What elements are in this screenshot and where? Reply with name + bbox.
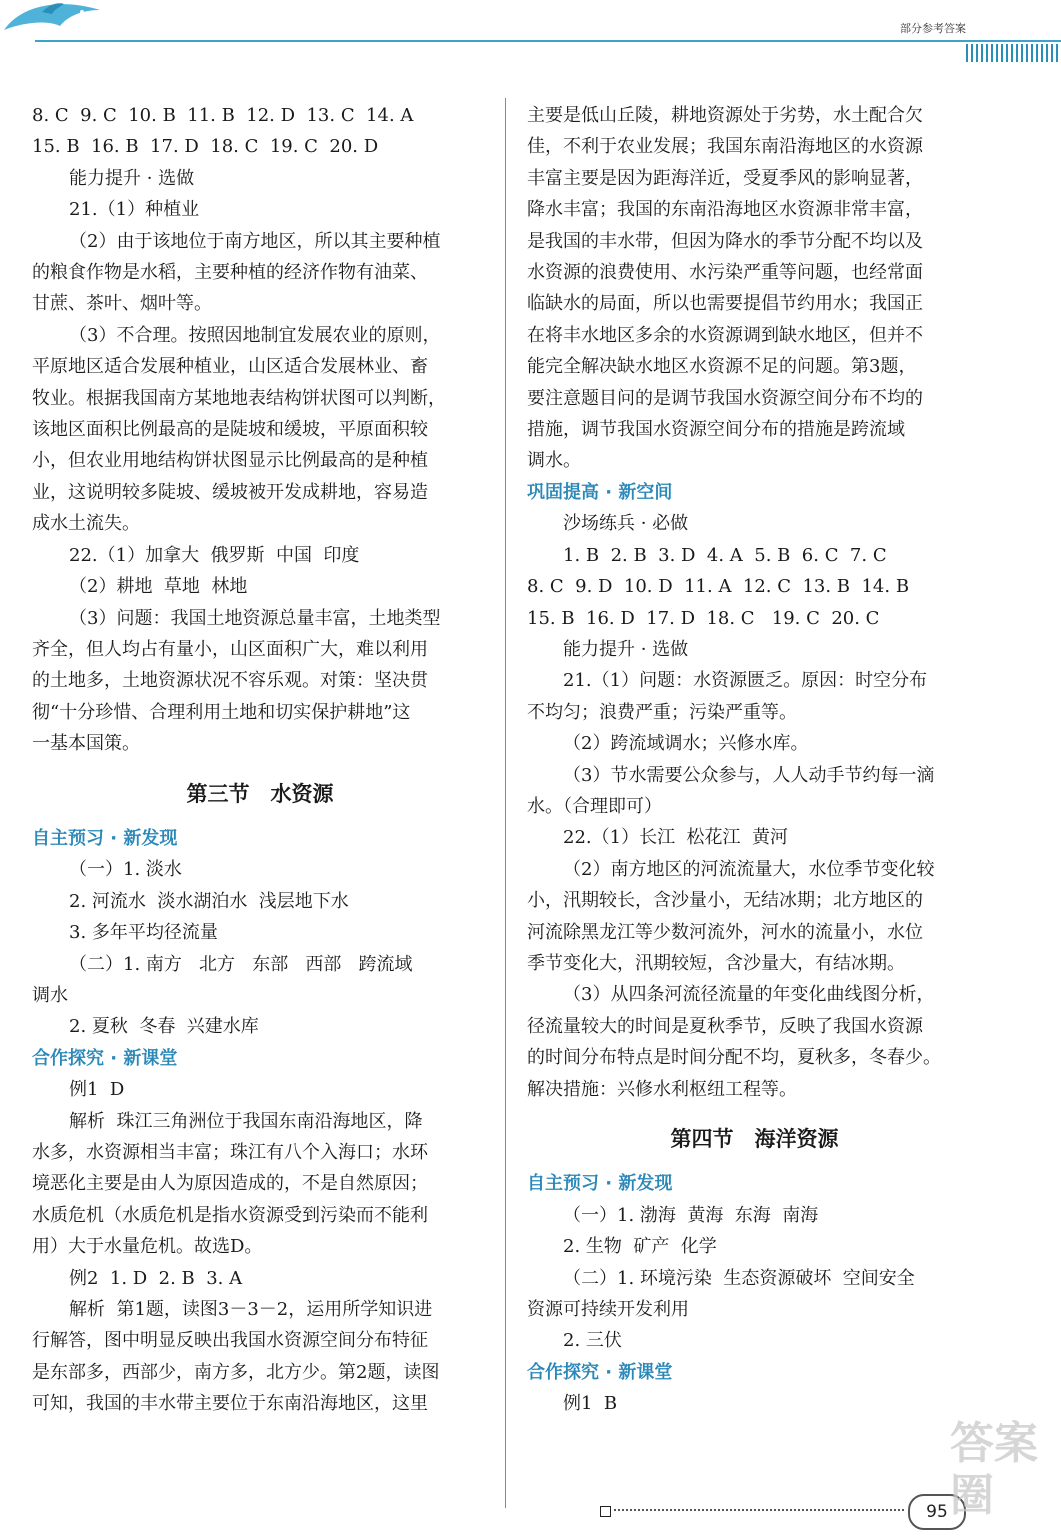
dolphin-logo-icon: [2, 0, 112, 40]
text-line: 小，汛期较长，含沙量小，无结冰期；北方地区的: [527, 890, 923, 912]
text-line: （3）不合理。按照因地制宜发展农业的原则，: [69, 324, 441, 346]
text-line: 降水丰富；我国的东南沿海地区水资源非常丰富，: [527, 199, 923, 221]
text-line: 21.（1）问题：水资源匮乏。原因：时空分布: [563, 670, 928, 692]
text-line: （3）从四条河流径流量的年变化曲线图分析，: [563, 984, 935, 1006]
text-line: 水质危机（水质危机是指水资源受到污染而不能利: [32, 1204, 428, 1226]
text-line: 甘蔗、茶叶、烟叶等。: [32, 293, 212, 315]
footer-square-icon: [600, 1506, 611, 1517]
section-subheading: 自主预习 · 新发现: [32, 827, 178, 849]
text-line: 佳，不利于农业发展；我国东南沿海地区的水资源: [527, 136, 923, 158]
text-line: 齐全，但人均占有量小，山区面积广大，难以利用: [32, 638, 428, 660]
text-line: 不均匀；浪费严重；污染严重等。: [527, 701, 797, 723]
text-line: （2）南方地区的河流流量大，水位季节变化较: [563, 858, 935, 880]
text-line: 是东部多，西部少，南方多，北方少。第2题，读图: [32, 1361, 440, 1383]
header-stripe-bar: [966, 44, 1061, 62]
text-line: 行解答，图中明显反映出我国水资源空间分布特征: [32, 1330, 428, 1352]
page-number: 95: [908, 1494, 966, 1530]
section-subheading: 巩固提高 · 新空间: [527, 481, 673, 503]
text-line: 水。（合理即可）: [527, 795, 662, 817]
text-line: （2）由于该地位于南方地区，所以其主要种植: [69, 230, 441, 252]
text-line: 主要是低山丘陵，耕地资源处于劣势，水土配合欠: [527, 105, 923, 126]
text-line: 能完全解决缺水地区水资源不足的问题。第3题，: [527, 356, 917, 378]
text-line: 调水: [32, 984, 68, 1006]
text-line: 2. 河流水 淡水湖泊水 浅层地下水: [69, 890, 349, 912]
section-title: 第四节 海洋资源: [670, 1126, 839, 1151]
header-rule: [35, 40, 1061, 42]
text-line: 该地区面积比例最高的是陡坡和缓坡，平原面积较: [32, 419, 428, 441]
text-line: 措施，调节我国水资源空间分布的措施是跨流域: [527, 419, 905, 441]
text-line: 平原地区适合发展种植业，山区适合发展林业、畜: [32, 356, 428, 378]
text-line: 成水土流失。: [32, 513, 140, 535]
text-line: 彻“十分珍惜、合理利用土地和切实保护耕地”这: [32, 701, 411, 723]
text-line: 河流除黑龙江等少数河流外，河水的流量小，水位: [527, 921, 923, 943]
text-line: 22.（1）加拿大 俄罗斯 中国 印度: [69, 544, 360, 566]
text-line: 沙场练兵 · 必做: [563, 513, 689, 535]
section-title: 第三节 水资源: [186, 780, 334, 806]
text-line: 15. B 16. D 17. D 18. C 19. C 20. C: [527, 607, 880, 629]
header-title: 部分参考答案: [900, 22, 966, 35]
text-line: 丰富主要是因为距海洋近，受夏季风的影响显著，: [527, 167, 923, 189]
text-line: （3）节水需要公众参与，人人动手节约每一滴: [563, 764, 935, 786]
text-line: 2. 生物 矿产 化学: [563, 1236, 717, 1258]
text-line: 解析 珠江三角洲位于我国东南沿海地区，降: [69, 1110, 423, 1132]
text-line: （二）1. 南方 北方 东部 西部 跨流域: [69, 953, 413, 975]
text-line: （3）问题：我国土地资源总量丰富，土地类型: [69, 607, 441, 629]
text-line: 用）大于水量危机。故选D。: [32, 1236, 263, 1258]
text-line: 8. C 9. D 10. D 11. A 12. C 13. B 14. B: [527, 576, 910, 598]
text-line: （一）1. 淡水: [69, 859, 182, 881]
text-line: 例1 B: [563, 1393, 618, 1415]
text-line: 能力提升 · 选做: [69, 167, 195, 189]
text-line: 22.（1）长江 松花江 黄河: [563, 827, 788, 849]
right-column: [527, 100, 982, 1420]
text-line: 径流量较大的时间是夏秋季节，反映了我国水资源: [527, 1015, 923, 1037]
text-line: 能力提升 · 选做: [563, 638, 689, 660]
text-line: 水资源的浪费使用、水污染严重等问题，也经常面: [527, 262, 923, 284]
text-line: （2）耕地 草地 林地: [69, 576, 248, 598]
text-line: 小，但农业用地结构饼状图显示比例最高的是种植: [32, 450, 428, 472]
text-line: （2）跨流域调水；兴修水库。: [563, 733, 809, 755]
text-line: 8. C 9. C 10. B 11. B 12. D 13. C 14. A: [32, 105, 414, 126]
section-subheading: 合作探究 · 新课堂: [32, 1047, 178, 1069]
column-divider: [505, 98, 506, 1508]
text-line: 临缺水的局面，所以也需要提倡节约用水；我国正: [527, 293, 923, 315]
section-subheading: 自主预习 · 新发现: [527, 1173, 673, 1195]
section-subheading: 合作探究 · 新课堂: [527, 1361, 673, 1383]
text-line: 2. 三伏: [563, 1330, 622, 1352]
text-line: 3. 多年平均径流量: [69, 922, 218, 944]
text-line: （一）1. 渤海 黄海 东海 南海: [563, 1204, 819, 1226]
text-line: 例2 1. D 2. B 3. A: [69, 1267, 243, 1289]
text-line: 资源可持续开发利用: [527, 1299, 689, 1321]
text-line: 2. 夏秋 冬春 兴建水库: [69, 1016, 259, 1038]
page-header: [0, 0, 1061, 70]
text-line: 是我国的丰水带，但因为降水的季节分配不均以及: [527, 230, 923, 252]
text-line: 要注意题目问的是调节我国水资源空间分布不均的: [527, 387, 923, 409]
text-line: 的时间分布特点是时间分配不均，夏秋多，冬春少。: [527, 1047, 941, 1069]
text-line: 15. B 16. B 17. D 18. C 19. C 20. D: [32, 136, 379, 158]
watermark: 答案圈: [950, 1418, 1038, 1521]
text-line: （二）1. 环境污染 生态资源破坏 空间安全: [563, 1267, 915, 1289]
text-line: 水多，水资源相当丰富；珠江有八个入海口；水环: [32, 1142, 428, 1163]
text-line: 业，这说明较多陡坡、缓坡被开发成耕地，容易造: [32, 481, 428, 503]
text-line: 可知，我国的丰水带主要位于东南沿海地区，这里: [32, 1393, 428, 1415]
text-line: 调水。: [527, 450, 581, 472]
text-line: 境恶化主要是由人为原因造成的，不是自然原因；: [32, 1173, 428, 1195]
text-line: 在将丰水地区多余的水资源调到缺水地区，但并不: [527, 324, 923, 346]
text-line: 解决措施：兴修水利枢纽工程等。: [527, 1078, 797, 1100]
text-line: 21.（1）种植业: [69, 199, 200, 221]
footer-dotted-line: [614, 1509, 904, 1511]
left-column: [32, 100, 488, 1420]
text-line: 解析 第1题，读图3－3－2，运用所学知识进: [69, 1299, 433, 1321]
text-line: 的粮食作物是水稻，主要种植的经济作物有油菜、: [32, 262, 428, 284]
text-line: 季节变化大，汛期较短，含沙量大，有结冰期。: [527, 952, 905, 974]
text-line: 例1 D: [69, 1079, 125, 1101]
text-line: 一基本国策。: [32, 733, 140, 755]
text-line: 1. B 2. B 3. D 4. A 5. B 6. C 7. C: [563, 544, 887, 566]
text-line: 牧业。根据我国南方某地地表结构饼状图可以判断，: [32, 387, 446, 409]
text-line: 的土地多，土地资源状况不容乐观。对策：坚决贯: [32, 670, 428, 692]
